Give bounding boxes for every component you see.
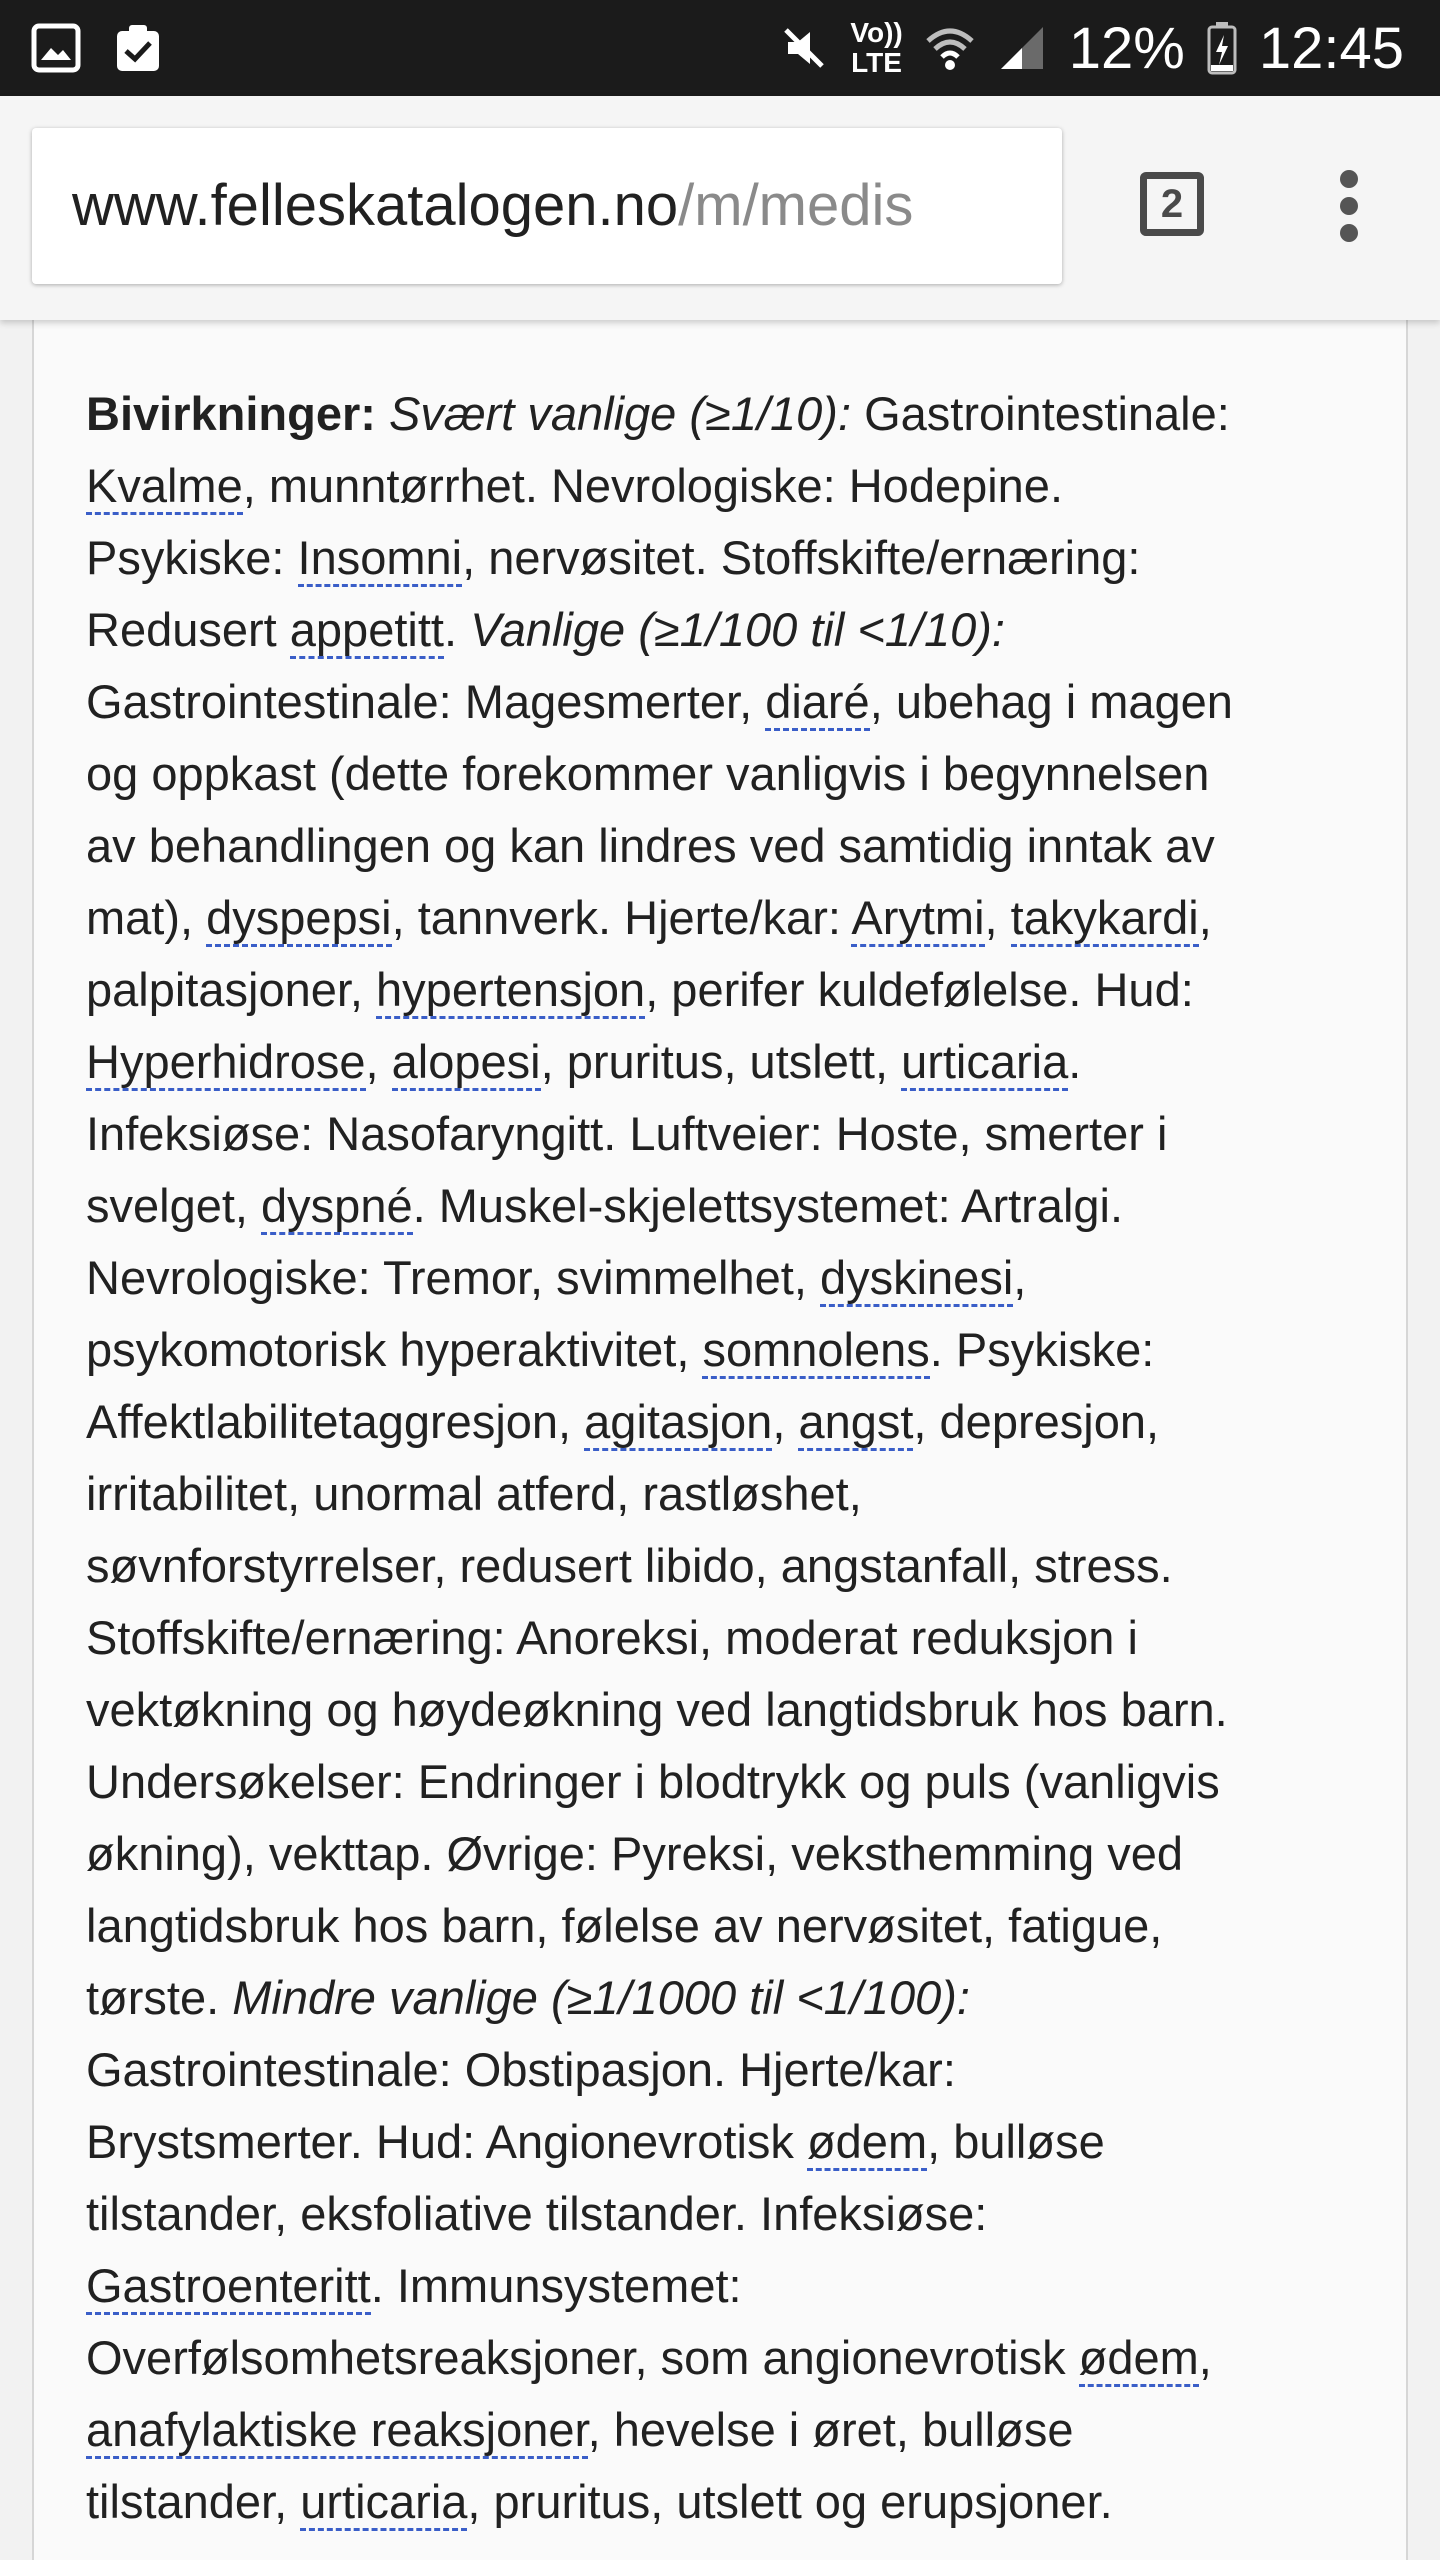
text-segment: irritabilitet, unormal atferd, rastløshet, — [86, 1467, 862, 1520]
text-line — [86, 2394, 1386, 2466]
text-line — [86, 2106, 1386, 2178]
glossary-term-link[interactable]: angst — [798, 1395, 913, 1451]
text-line — [86, 1890, 1386, 1962]
text-segment: Undersøkelser: Endringer i blodtrykk og puls (vanligvis — [86, 1755, 1220, 1808]
glossary-term-link[interactable]: diaré — [765, 675, 870, 731]
text-line — [86, 2034, 1386, 2106]
text-segment: , — [984, 891, 1011, 944]
text-line — [86, 1098, 1386, 1170]
text-line — [86, 2322, 1386, 2394]
volte-icon — [850, 18, 902, 78]
text-line — [86, 1386, 1386, 1458]
text-segment: Gastrointestinale: Obstipasjon. Hjerte/kar: — [86, 2043, 956, 2096]
text-line — [86, 2250, 1386, 2322]
glossary-term-link[interactable]: dyskinesi — [820, 1251, 1013, 1307]
text-line — [86, 2178, 1386, 2250]
url-text — [72, 128, 913, 284]
text-segment: søvnforstyrrelser, redusert libido, angstanfall, stress. — [86, 1539, 1173, 1592]
text-line — [86, 738, 1386, 810]
text-segment: Psykiske: — [86, 531, 298, 584]
text-line — [86, 666, 1386, 738]
text-line — [86, 882, 1386, 954]
glossary-term-link[interactable]: takykardi — [1011, 891, 1199, 947]
text-segment: og oppkast (dette forekommer vanligvis i begynnelsen — [86, 747, 1210, 800]
text-segment: Stoffskifte/ernæring: Anoreksi, moderat reduksjon i — [86, 1611, 1138, 1664]
glossary-term-link[interactable]: hypertensjon — [376, 963, 645, 1019]
text-segment: , munntørrhet. Nevrologiske: Hodepine. — [242, 459, 1064, 512]
text-segment: , — [772, 1395, 799, 1448]
text-segment: Brystsmerter. Hud: Angionevrotisk — [86, 2115, 807, 2168]
tab-switcher-button[interactable]: 2 — [1140, 172, 1204, 236]
battery-percent: 12% — [1068, 15, 1185, 81]
glossary-term-link[interactable]: appetitt — [290, 603, 444, 659]
text-segment: tørste. — [86, 1971, 233, 2024]
text-segment: , depresjon, — [913, 1395, 1160, 1448]
glossary-term-link[interactable]: dyspepsi — [206, 891, 392, 947]
text-segment: Gastrointestinale: — [851, 387, 1230, 440]
text-segment: av behandlingen og kan lindres ved samtidig inntak av — [86, 819, 1215, 872]
text-line — [86, 450, 1386, 522]
text-segment: , — [365, 1035, 392, 1088]
text-segment: tilstander, eksfoliative tilstander. Infeksiøse: — [86, 2187, 988, 2240]
glossary-term-link[interactable]: Gastroenteritt — [86, 2259, 371, 2315]
text-line — [86, 1674, 1386, 1746]
text-segment: Gastrointestinale: Magesmerter, — [86, 675, 766, 728]
system-indicators — [780, 0, 1404, 96]
glossary-term-link[interactable]: Insomni — [298, 531, 463, 587]
overflow-menu-icon[interactable] — [1320, 166, 1380, 246]
text-line — [86, 1746, 1386, 1818]
text-line — [86, 378, 1386, 450]
text-segment: langtidsbruk hos barn, følelse av nervøsitet, fatigue, — [86, 1899, 1163, 1952]
glossary-term-link[interactable]: urticaria — [300, 2475, 467, 2531]
glossary-term-link[interactable]: dyspné — [261, 1179, 413, 1235]
text-segment: Overfølsomhetsreaksjoner, som angionevrotisk — [86, 2331, 1079, 2384]
text-segment: palpitasjoner, — [86, 963, 377, 1016]
notification-icons — [30, 22, 164, 74]
battery-icon — [1207, 21, 1237, 75]
text-line — [86, 594, 1386, 666]
text-line — [86, 2466, 1386, 2538]
frequency-label: Vanlige (≥1/100 til <1/10): — [470, 603, 1005, 656]
text-line — [86, 1602, 1386, 1674]
glossary-term-link[interactable]: alopesi — [392, 1035, 541, 1091]
glossary-term-link[interactable]: anafylaktiske reaksjoner — [86, 2403, 588, 2459]
text-segment: tilstander, — [86, 2475, 301, 2528]
browser-toolbar — [0, 96, 1440, 320]
text-segment: svelget, — [86, 1179, 262, 1232]
text-segment: psykomotorisk hyperaktivitet, — [86, 1323, 703, 1376]
text-segment: , perifer kuldefølelse. Hud: — [645, 963, 1194, 1016]
glossary-term-link[interactable]: ødem — [1079, 2331, 1199, 2387]
text-line — [86, 1962, 1386, 2034]
text-segment: , hevelse i øret, bulløse — [587, 2403, 1074, 2456]
text-line — [86, 954, 1386, 1026]
text-segment: , pruritus, utslett og erupsjoner. — [467, 2475, 1113, 2528]
text-segment: , pruritus, utslett, — [540, 1035, 902, 1088]
text-line — [86, 1242, 1386, 1314]
text-line — [86, 1530, 1386, 1602]
text-segment: , — [1198, 2331, 1212, 2384]
content-card — [32, 320, 1408, 2560]
glossary-term-link[interactable]: Hyperhidrose — [86, 1035, 366, 1091]
mute-icon — [780, 24, 828, 72]
text-segment: Affektlabilitetaggresjon, — [86, 1395, 585, 1448]
section-heading: Bivirkninger: — [86, 387, 376, 440]
text-segment: Nevrologiske: Tremor, svimmelhet, — [86, 1251, 820, 1304]
status-bar — [0, 0, 1440, 96]
text-line — [86, 1170, 1386, 1242]
text-segment: . Muskel-skjelettsystemet: Artralgi. — [412, 1179, 1124, 1232]
text-segment — [376, 387, 389, 440]
text-line — [86, 1026, 1386, 1098]
text-segment: økning), vekttap. Øvrige: Pyreksi, veksthemming ved — [86, 1827, 1184, 1880]
glossary-term-link[interactable]: urticaria — [901, 1035, 1068, 1091]
frequency-label: Svært vanlige (≥1/10): — [388, 387, 852, 440]
glossary-term-link[interactable]: ødem — [807, 2115, 927, 2171]
text-segment: . Immunsystemet: — [370, 2259, 742, 2312]
text-segment: . Psykiske: — [929, 1323, 1155, 1376]
signal-icon — [997, 23, 1047, 73]
text-segment: Infeksiøse: Nasofaryngitt. Luftveier: Hoste, smerter i — [86, 1107, 1168, 1160]
wifi-icon — [925, 23, 975, 73]
text-line — [86, 1458, 1386, 1530]
glossary-term-link[interactable]: Arytmi — [851, 891, 984, 947]
glossary-term-link[interactable]: Kvalme — [86, 459, 243, 515]
url-path: /m/medis — [678, 173, 914, 238]
clipboard-check-icon — [112, 22, 164, 74]
volte-bottom-label: LTE — [851, 47, 902, 78]
text-segment: , bulløse — [927, 2115, 1105, 2168]
gallery-icon — [30, 22, 82, 74]
text-segment: , nervøsitet. Stoffskifte/ernæring: — [462, 531, 1141, 584]
glossary-term-link[interactable]: somnolens — [702, 1323, 929, 1379]
volte-top-label: Vo)) — [850, 17, 903, 48]
text-segment: . — [443, 603, 471, 656]
text-line — [86, 810, 1386, 882]
text-segment: , tannverk. Hjerte/kar: — [391, 891, 852, 944]
text-segment: . — [1068, 1035, 1082, 1088]
text-segment: , ubehag i magen — [869, 675, 1233, 728]
text-segment: vektøkning og høydeøkning ved langtidsbruk hos barn. — [86, 1683, 1228, 1736]
clock: 12:45 — [1258, 15, 1404, 81]
text-line — [86, 522, 1386, 594]
glossary-term-link[interactable]: agitasjon — [584, 1395, 772, 1451]
text-line — [86, 1314, 1386, 1386]
frequency-label: Mindre vanlige (≥1/1000 til <1/100): — [232, 1971, 970, 2024]
address-bar[interactable] — [32, 128, 1062, 284]
text-segment: mat), — [86, 891, 207, 944]
text-segment: Redusert — [86, 603, 290, 656]
text-segment: , — [1013, 1251, 1027, 1304]
url-domain: www.felleskatalogen.no — [72, 173, 679, 238]
text-line — [86, 1818, 1386, 1890]
text-segment: , — [1198, 891, 1212, 944]
side-effects-paragraph — [86, 378, 1386, 2538]
